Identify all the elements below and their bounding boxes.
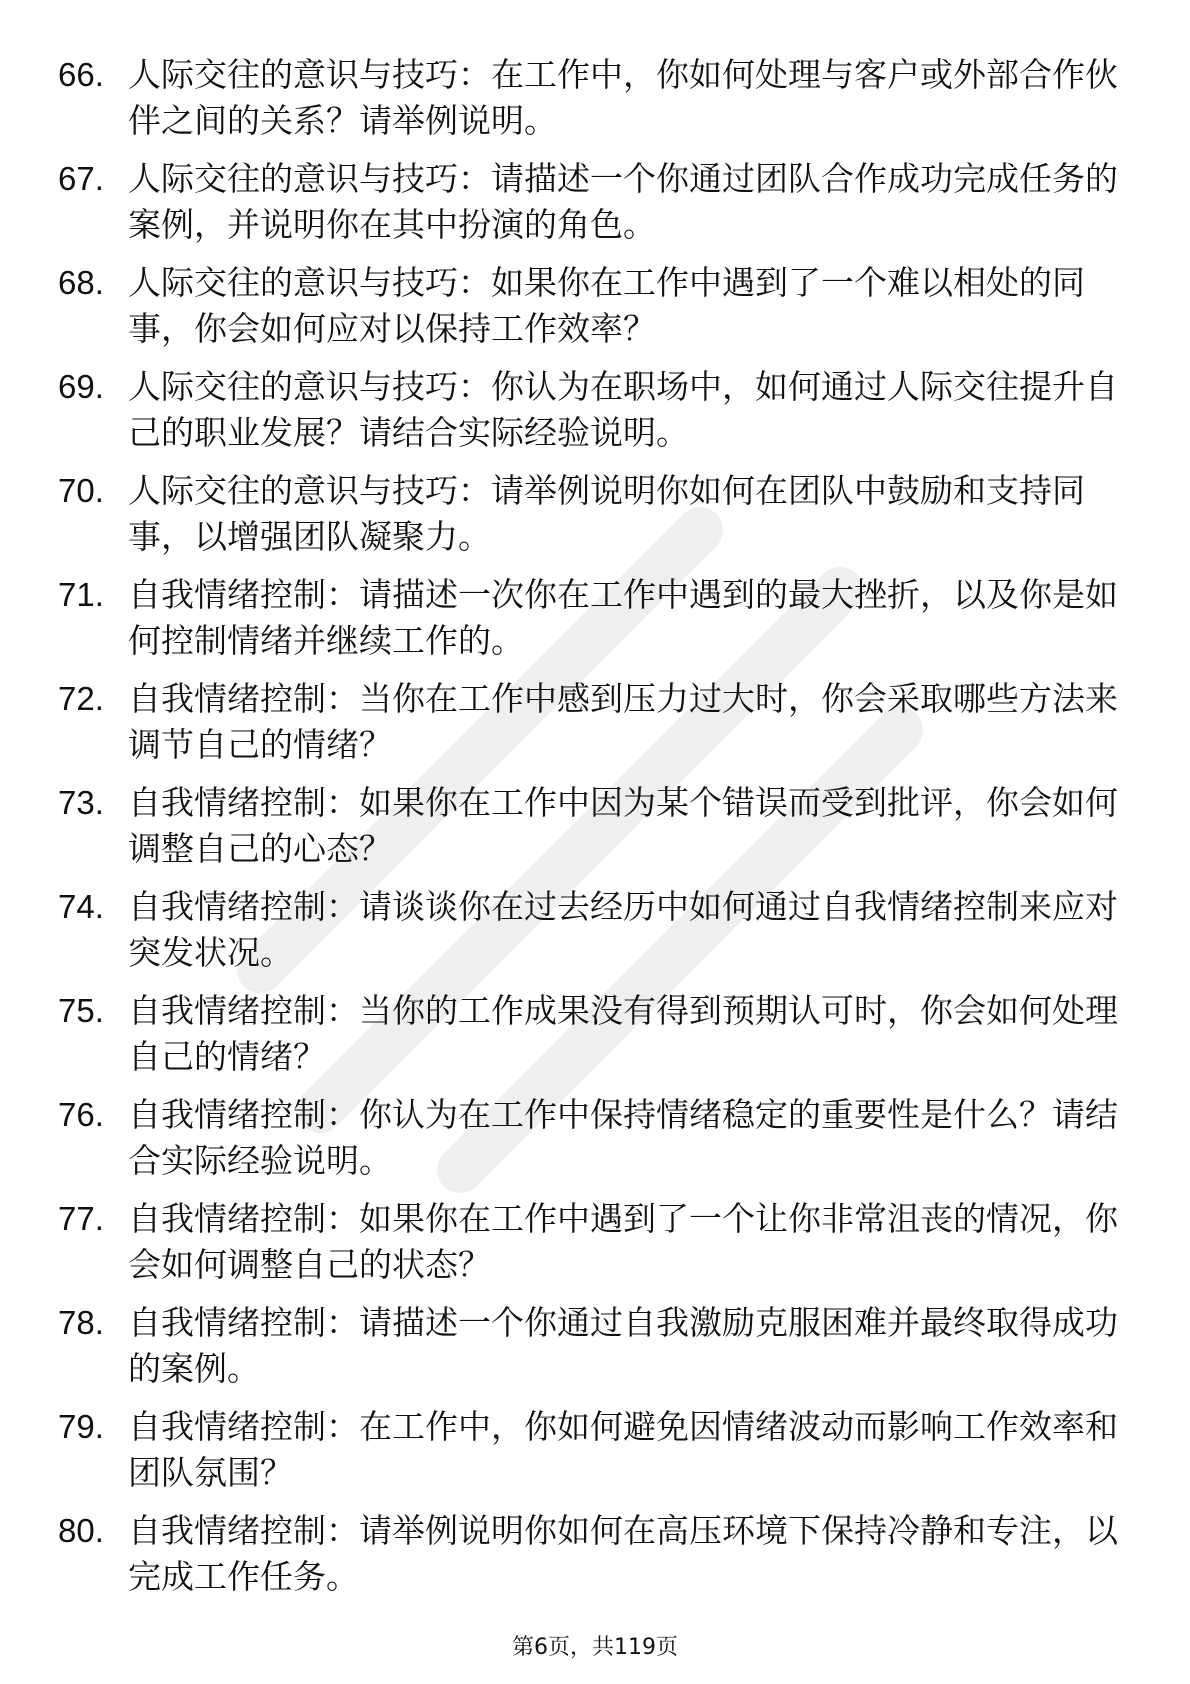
question-item [58, 260, 1138, 352]
question-item [58, 364, 1138, 456]
question-item [58, 1092, 1138, 1184]
question-text: 自我情绪控制：请描述一次你在工作中遇到的最大挫折，以及你是如何控制情绪并继续工作的。 [128, 575, 1118, 660]
question-item [58, 884, 1138, 976]
question-number: 78. [58, 1304, 104, 1341]
question-text: 自我情绪控制：如果你在工作中因为某个错误而受到批评，你会如何调整自己的心态？ [128, 783, 1118, 868]
question-item [58, 988, 1138, 1080]
question-text: 人际交往的意识与技巧：请举例说明你如何在团队中鼓励和支持同事，以增强团队凝聚力。 [128, 471, 1085, 556]
question-item [58, 156, 1138, 248]
question-item [58, 1196, 1138, 1288]
question-number: 71. [58, 576, 104, 613]
question-item [58, 1300, 1138, 1392]
question-text: 人际交往的意识与技巧：你认为在职场中，如何通过人际交往提升自己的职业发展？请结合实际经验说明。 [128, 367, 1118, 452]
question-item [58, 468, 1138, 560]
question-item [58, 572, 1138, 664]
question-item [58, 780, 1138, 872]
question-item [58, 676, 1138, 768]
question-number: 76. [58, 1096, 104, 1133]
question-item [58, 1404, 1138, 1496]
question-number: 72. [58, 680, 104, 717]
question-number: 67. [58, 160, 104, 197]
question-number: 73. [58, 784, 104, 821]
question-text: 自我情绪控制：当你的工作成果没有得到预期认可时，你会如何处理自己的情绪？ [128, 991, 1118, 1076]
question-number: 74. [58, 888, 104, 925]
question-number: 80. [58, 1512, 104, 1549]
question-number: 70. [58, 472, 104, 509]
question-text: 自我情绪控制：请谈谈你在过去经历中如何通过自我情绪控制来应对突发状况。 [128, 887, 1118, 972]
question-text: 自我情绪控制：在工作中，你如何避免因情绪波动而影响工作效率和团队氛围？ [128, 1407, 1118, 1492]
question-text: 人际交往的意识与技巧：在工作中，你如何处理与客户或外部合作伙伴之间的关系？请举例说明。 [128, 55, 1118, 140]
question-number: 69. [58, 368, 104, 405]
question-list [58, 52, 1138, 1612]
question-number: 75. [58, 992, 104, 1029]
question-text: 自我情绪控制：如果你在工作中遇到了一个让你非常沮丧的情况，你会如何调整自己的状态？ [128, 1199, 1118, 1284]
question-number: 66. [58, 56, 104, 93]
question-text: 自我情绪控制：你认为在工作中保持情绪稳定的重要性是什么？请结合实际经验说明。 [128, 1095, 1118, 1180]
question-item [58, 52, 1138, 144]
question-text: 人际交往的意识与技巧：请描述一个你通过团队合作成功完成任务的案例，并说明你在其中扮演的角色。 [128, 159, 1118, 244]
question-text: 自我情绪控制：当你在工作中感到压力过大时，你会采取哪些方法来调节自己的情绪？ [128, 679, 1118, 764]
question-text: 自我情绪控制：请举例说明你如何在高压环境下保持冷静和专注，以完成工作任务。 [128, 1511, 1118, 1596]
page-number-footer: 第6页，共119页 [512, 1635, 678, 1660]
question-number: 79. [58, 1408, 104, 1445]
question-text: 人际交往的意识与技巧：如果你在工作中遇到了一个难以相处的同事，你会如何应对以保持工作效率？ [128, 263, 1085, 348]
question-item [58, 1508, 1138, 1600]
question-text: 自我情绪控制：请描述一个你通过自我激励克服困难并最终取得成功的案例。 [128, 1303, 1118, 1388]
question-number: 68. [58, 264, 104, 301]
question-number: 77. [58, 1200, 104, 1237]
